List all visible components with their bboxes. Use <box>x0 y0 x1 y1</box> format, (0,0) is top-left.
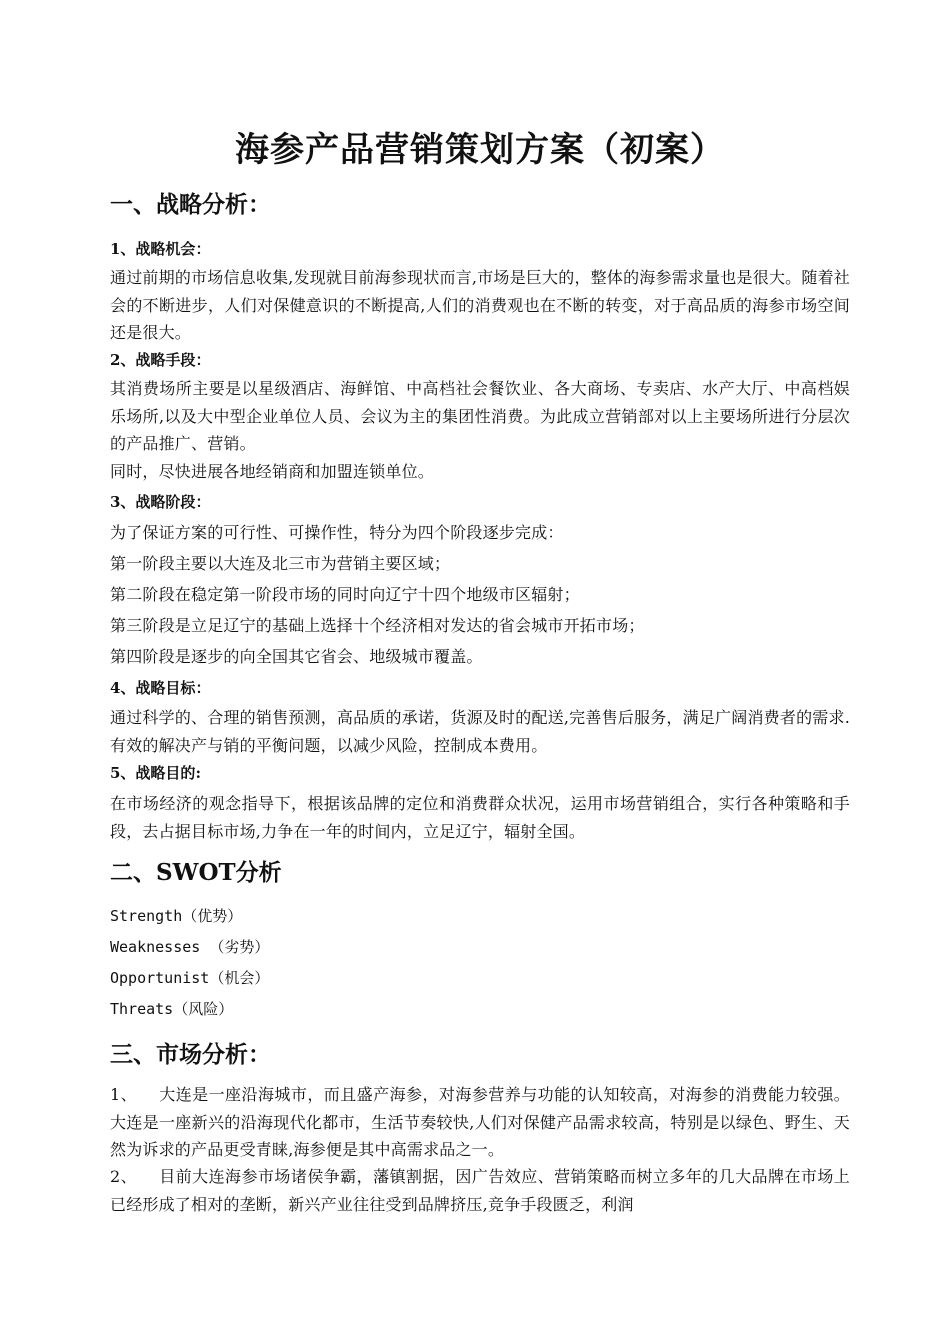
paragraph: 其消费场所主要是以星级酒店、海鲜馆、中高档社会餐饮业、各大商场、专卖店、水产大厅、中高档娱乐场所,以及大中型企业单位人员、会议为主的集团性消费。为此成立营销部对以上主要场所进行分层次的产品推广、营销。 <box>110 379 850 453</box>
paragraph: 第一阶段主要以大连及北三市为营销主要区域； <box>110 554 451 573</box>
subheading-goals: 4、战略目标： <box>110 679 211 697</box>
document-title: 海参产品营销策划方案（初案） <box>235 130 725 170</box>
paragraph: 在市场经济的观念指导下，根据该品牌的定位和消费群众状况，运用市场营销组合，实行各种策略和手段，去占据目标市场,力争在一年的时间内，立足辽宁，辐射全国。 <box>110 794 850 841</box>
paragraph: 通过科学的、合理的销售预测，高品质的承诺，货源及时的配送,完善售后服务，满足广阔消费者的需求.有效的解决产与销的平衡问题，以减少风险，控制成本费用。 <box>110 708 850 755</box>
section-heading-market: 三、市场分析： <box>110 1041 271 1068</box>
paragraph: 2、 目前大连海参市场诸侯争霸，藩镇割据，因广告效应、营销策略而树立多年的几大品牌在市场上已经形成了相对的垄断，新兴产业往往受到品牌挤压,竞争手段匮乏，利润 <box>110 1167 850 1214</box>
swot-term: Opportunist <box>110 969 210 987</box>
swot-term-cn: （风险） <box>173 1000 234 1018</box>
swot-term-cn: （劣势） <box>209 938 270 956</box>
swot-term: Strength <box>110 907 183 925</box>
swot-term-cn: （机会） <box>209 969 270 987</box>
subheading-means: 2、战略手段： <box>110 351 211 369</box>
swot-line-strength <box>110 905 242 927</box>
paragraph: 第四阶段是逐步的向全国其它省会、地级城市覆盖。 <box>110 647 483 666</box>
swot-term: Weaknesses <box>110 938 210 956</box>
swot-line-opportunist <box>110 967 269 989</box>
swot-line-weaknesses <box>110 936 269 958</box>
paragraph: 通过前期的市场信息收集,发现就目前海参现状而言,市场是巨大的，整体的海参需求量也是很大。随着社会的不断进步，人们对保健意识的不断提高,人们的消费观也在不断的转变，对于高品质的海参市场空间还是很大。 <box>110 268 850 342</box>
section-heading-swot: 二、SWOT分析 <box>110 859 282 886</box>
paragraph: 同时，尽快进展各地经销商和加盟连锁单位。 <box>110 462 435 481</box>
paragraph: 第三阶段是立足辽宁的基础上选择十个经济相对发达的省会城市开拓市场； <box>110 616 645 635</box>
swot-term: Threats <box>110 1000 174 1018</box>
subheading-stages: 3、战略阶段： <box>110 493 211 511</box>
section-heading-strategy: 一、战略分析： <box>110 191 271 218</box>
swot-term-cn: （优势） <box>182 907 243 925</box>
subheading-purpose: 5、战略目的: <box>110 764 201 782</box>
paragraph: 第二阶段在稳定第一阶段市场的同时向辽宁十四个地级市区辐射； <box>110 585 580 604</box>
paragraph: 1、 大连是一座沿海城市，而且盛产海参，对海参营养与功能的认知较高，对海参的消费能力较强。大连是一座新兴的沿海现代化都市，生活节奏较快,人们对保健产品需求较高，特别是以绿色、野生、天然为诉求的产品更受青睐,海参便是其中高需求品之一。 <box>110 1085 850 1159</box>
subheading-opportunity: 1、战略机会： <box>110 240 211 258</box>
swot-line-threats <box>110 998 233 1020</box>
paragraph: 为了保证方案的可行性、可操作性，特分为四个阶段逐步完成： <box>110 523 564 542</box>
